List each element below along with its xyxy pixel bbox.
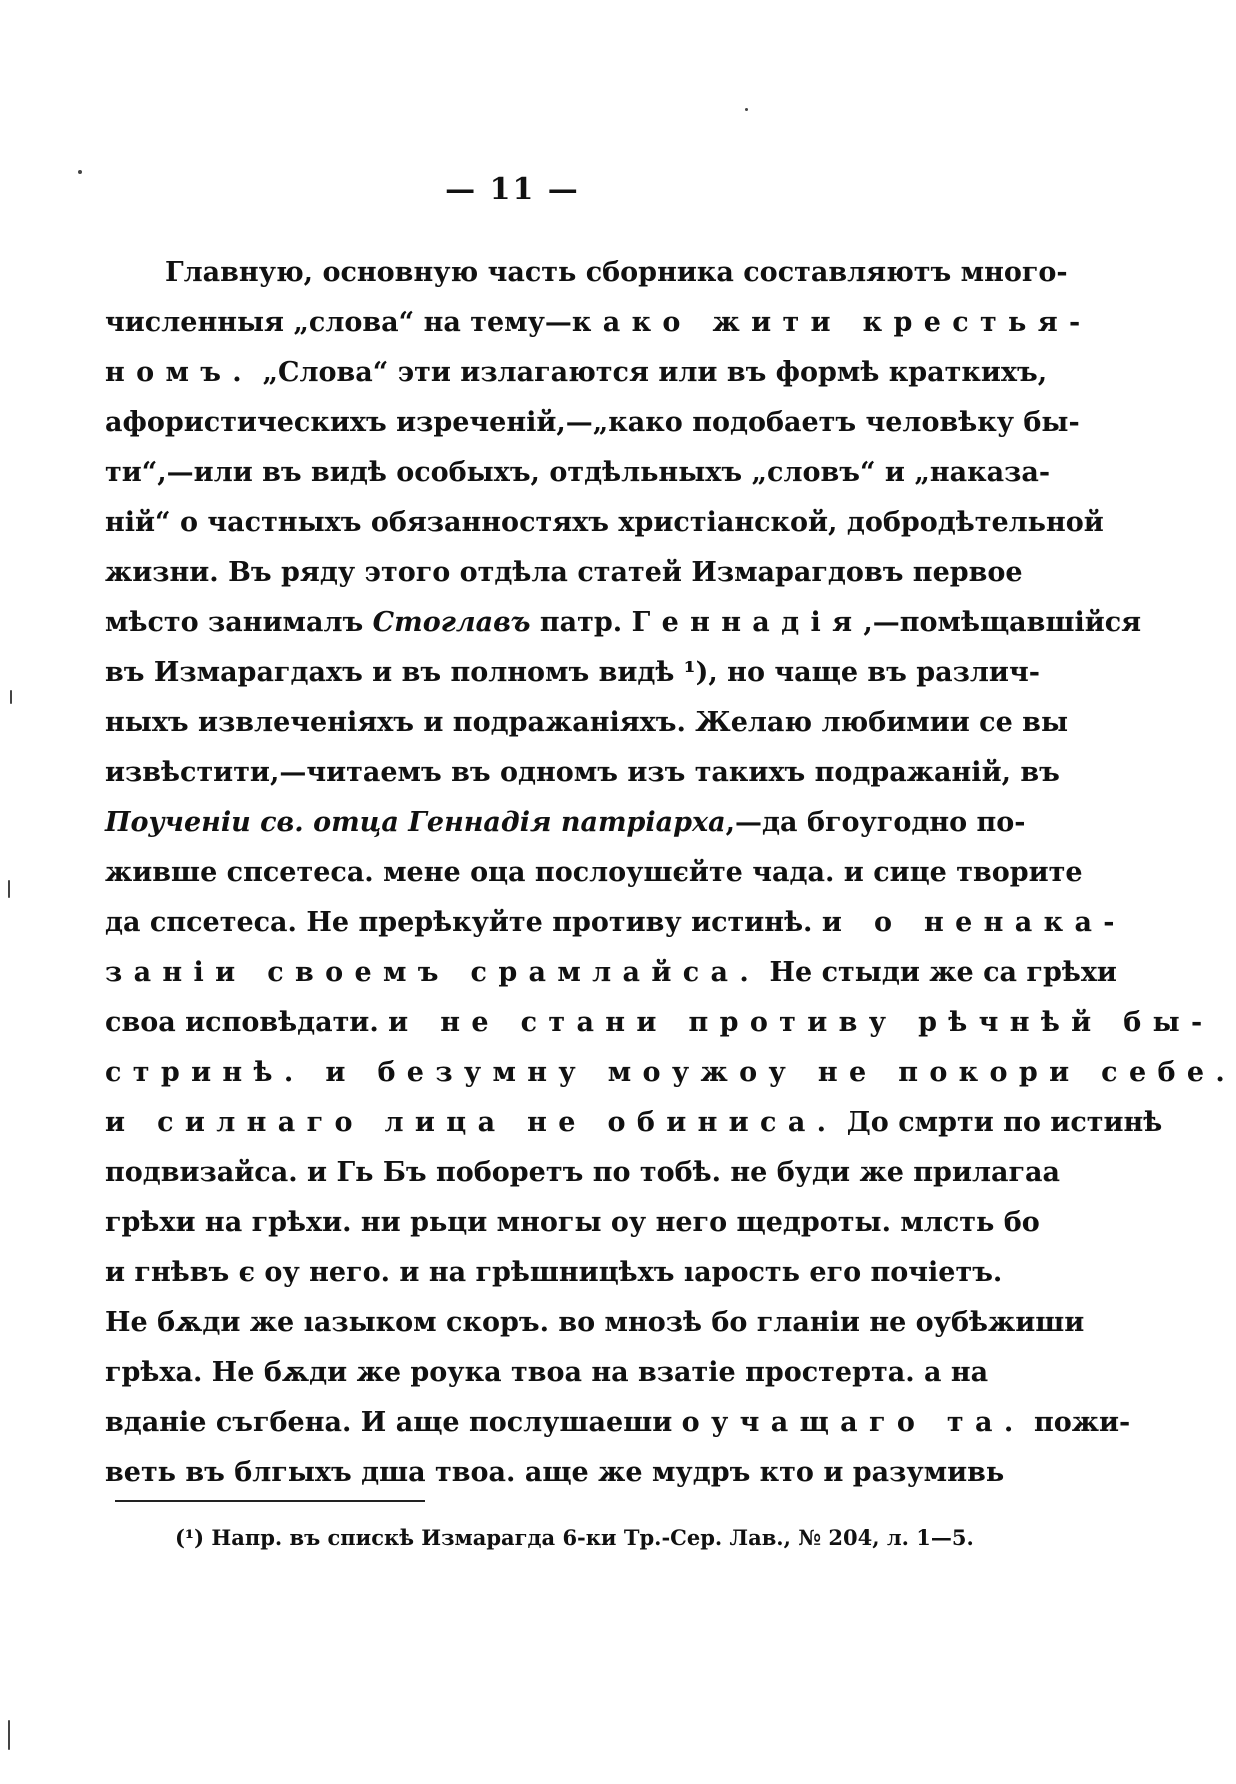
text-segment: „Слова“ эти излагаются или въ формѣ краткихъ, (253, 357, 1048, 388)
text-segment: стринѣ. и безумну моужоу не покори себе. (105, 1057, 1236, 1088)
text-segment: оучащаго та. (681, 1407, 1025, 1438)
text-segment: мѣсто занималъ (105, 607, 373, 638)
text-segment: номъ. (105, 357, 254, 388)
text-segment: ,—да бгоугодно по- (725, 807, 1026, 838)
text-segment: жившe спсетеса. мене оца послоушєйте чада. и сице творите (105, 857, 1083, 888)
text-segment: Не стыди же са грѣхи (760, 957, 1117, 988)
text-line (105, 298, 1092, 348)
text-line (105, 948, 1117, 998)
text-line (105, 1048, 1236, 1098)
scan-speck (78, 170, 82, 174)
text-segment: да спсетеса. Не прерѣкуйте противу истинѣ. (105, 907, 822, 938)
scan-speck (10, 690, 12, 704)
text-line (105, 798, 1026, 848)
text-line (105, 398, 1080, 448)
text-segment: Стоглавъ (372, 607, 531, 638)
text-segment: Поученіи св. отца Геннадія патріарха (105, 807, 726, 838)
footnote: (¹) Напр. въ спискѣ Измарагда 6-ки Тр.-Сер. Лав., № 204, л. 1—5. (175, 1525, 974, 1550)
text-line (105, 498, 1104, 548)
text-segment: До смрти по истинѣ (837, 1107, 1163, 1138)
text-line (105, 648, 1040, 698)
scan-speck (745, 108, 748, 111)
text-segment: и силнаго лица не обиниса. (105, 1107, 838, 1138)
text-line (105, 1098, 1163, 1148)
text-segment: численныя „слова“ на тему— (105, 307, 572, 338)
text-segment: извѣстити,—читаемъ въ одномъ изъ такихъ подражаній, въ (105, 757, 1060, 788)
text-line (105, 1298, 1085, 1348)
body-text (105, 248, 1236, 1498)
text-line (105, 1148, 1061, 1198)
text-segment: грѣха. Не бѫди же роука твоа на взатіе простерта. а на (105, 1357, 989, 1388)
text-segment: ,—помѣщавшійся (863, 607, 1142, 638)
text-segment: веть въ блгыхъ дша твоа. аще же мудръ кто и разумивь (105, 1457, 1005, 1488)
text-segment: патр. (530, 607, 632, 638)
text-line (105, 698, 1069, 748)
text-segment: и не стани противу рѣчнѣй бы- (388, 1007, 1214, 1038)
text-line (105, 1398, 1131, 1448)
text-line (105, 898, 1126, 948)
text-segment: грѣхи на грѣхи. ни рьци многы оу него щедроты. млсть бо (105, 1207, 1040, 1238)
text-line (105, 1348, 989, 1398)
text-line (105, 348, 1048, 398)
scan-speck (8, 880, 10, 898)
text-segment: своа исповѣдати. (105, 1007, 389, 1038)
text-segment: подвизайса. и Гь Бъ поборетъ по тобѣ. не буди же прилагаа (105, 1157, 1061, 1188)
text-line (105, 598, 1142, 648)
footnote-rule (115, 1500, 425, 1502)
text-segment: въ Измарагдахъ и въ полномъ видѣ ¹), но чаще въ различ- (105, 657, 1040, 688)
text-segment: вданіе съгбена. И аще послушаеши (105, 1407, 682, 1438)
text-segment: ній“ о частныхъ обязанностяхъ христіанской, добродѣтельной (105, 507, 1104, 538)
text-line (105, 998, 1214, 1048)
text-segment: како жити крестья- (571, 307, 1092, 338)
text-line (105, 848, 1083, 898)
scan-speck (8, 1720, 10, 1750)
text-segment: жизни. Въ ряду этого отдѣла статей Измарагдовъ первое (105, 557, 1023, 588)
text-line (105, 1448, 1005, 1498)
text-line (105, 248, 1068, 298)
text-segment: ти“,—или въ видѣ особыхъ, отдѣльныхъ „словъ“ и „наказа- (105, 457, 1051, 488)
text-segment: и гнѣвъ є оу него. и на грѣшницѣхъ ıарость его почіетъ. (105, 1257, 1003, 1288)
text-line (105, 1198, 1040, 1248)
text-segment: ныхъ извлеченіяхъ и подражаніяхъ. Желаю любимии се вы (105, 707, 1069, 738)
text-segment: и о ненака- (821, 907, 1126, 938)
text-line (105, 548, 1023, 598)
text-segment: заніи своемъ срамлайса. (105, 957, 761, 988)
text-line (105, 748, 1060, 798)
text-segment: Не бѫди же ıазыком скоръ. во мнозѣ бо гланіи не оубѣжиши (105, 1307, 1085, 1338)
text-segment: Главную, основную часть сборника составляютъ много- (165, 257, 1068, 288)
text-segment: Геннадія (631, 607, 864, 638)
text-line (105, 448, 1051, 498)
text-segment: афористическихъ изреченій,—„како подобаетъ человѣку бы- (105, 407, 1080, 438)
text-segment: пожи- (1024, 1407, 1131, 1438)
text-line (105, 1248, 1003, 1298)
page-number: — 11 — (445, 172, 580, 207)
